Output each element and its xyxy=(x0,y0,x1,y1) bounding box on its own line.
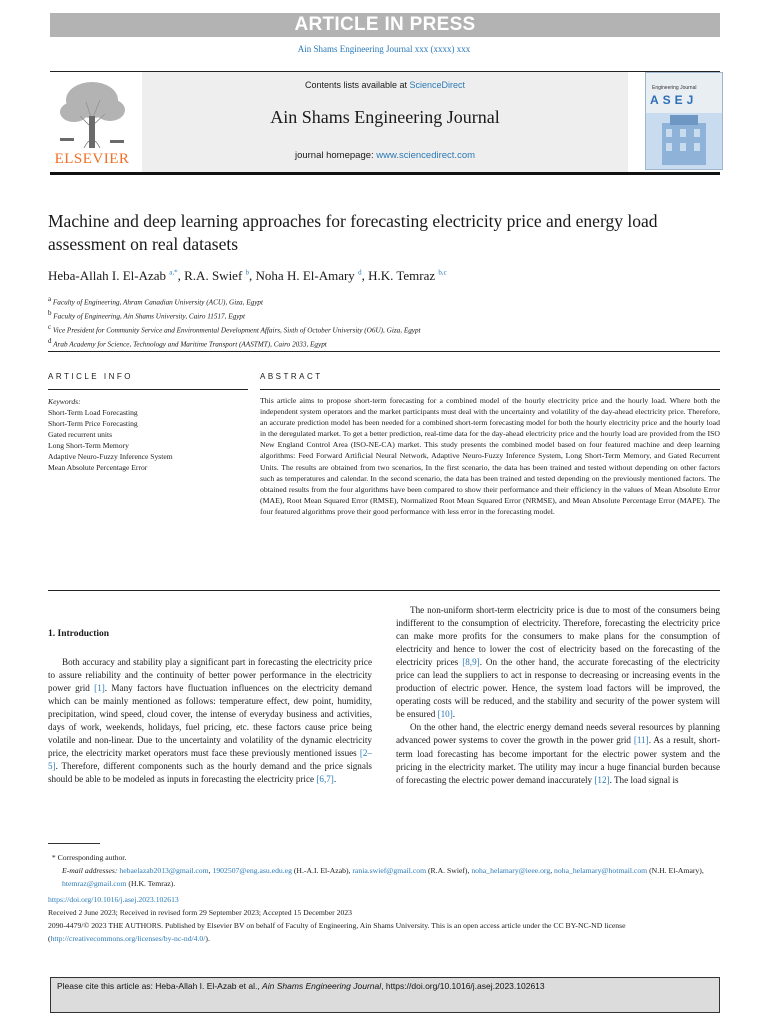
corresponding-text: Corresponding author. xyxy=(57,853,127,862)
journal-reference[interactable]: Ain Shams Engineering Journal xxx (xxxx) xxx xyxy=(297,44,471,54)
copyright-text: 2090-4479/© 2023 THE AUTHORS. Published by Elsevier BV on behalf of Faculty of Engineering, Ain Shams University. This is an open access article under the CC BY-NC-ND license ( xyxy=(48,920,626,943)
citation-ref[interactable]: [8,9] xyxy=(462,657,480,668)
journal-header xyxy=(142,72,628,172)
footnote-rule xyxy=(48,843,100,844)
contents-line xyxy=(142,80,628,90)
citation-ref[interactable]: [10] xyxy=(437,709,453,720)
author-name[interactable]: R.A. Swief xyxy=(184,268,243,283)
sciencedirect-link[interactable]: ScienceDirect xyxy=(409,80,466,90)
abstract-heading-rule xyxy=(260,389,720,390)
homepage-prefix: journal homepage: xyxy=(294,150,377,161)
article-in-press-banner: ARTICLE IN PRESS xyxy=(50,13,720,37)
email-label: E-mail addresses: xyxy=(62,865,118,875)
header-bottom-rule xyxy=(50,172,720,175)
citation-ref[interactable]: [11] xyxy=(633,735,649,746)
author-sup[interactable]: d xyxy=(358,268,362,277)
keywords-label: Keywords: xyxy=(48,397,81,406)
affiliation-text: Faculty of Engineering, Ain Shams University, Cairo 11517, Egypt xyxy=(53,312,246,321)
author-list: Heba-Allah I. El-Azab $^{a,*}$, R.A. Swief $^b$, Noha H. El-Amary $^d$, H.K. Temraz $^{b,c}$ xyxy=(48,268,447,283)
citation-ref[interactable]: [12] xyxy=(594,774,610,785)
cover-building-icon xyxy=(656,113,712,167)
email-owner: (H.K. Temraz). xyxy=(126,878,176,888)
text-run: . xyxy=(452,709,456,720)
email-owner: (R.A. Swief), xyxy=(426,865,472,875)
text-run: The non-uniform short-term electricity price is due to most of the consumers being indifferent to the consumption of electricity. Therefore, forecasting the electricity price can make more profits for the consumers to make plans for the consumption of electricity and hence to lower the cost of electricity based on the forecasting of the electricity prices xyxy=(396,605,720,668)
elsevier-tree-icon xyxy=(50,78,134,150)
email-link[interactable]: hebaelazab2013@gmail.com xyxy=(119,865,209,875)
intro-right-column xyxy=(396,604,720,787)
email-link[interactable]: noha_helamary@ieee.org xyxy=(471,865,551,875)
affiliation-marker: a xyxy=(48,295,52,303)
affiliation-item xyxy=(48,294,728,308)
citation-ref[interactable]: [6,7] xyxy=(316,774,334,785)
citation-doi[interactable]: , https://doi.org/10.1016/j.asej.2023.102613 xyxy=(381,981,545,991)
abstract-text: This article aims to propose short-term forecasting for a combined model of the hourly electricity price and the hourly load. Where both the independent system operators and the market participants must deal with the uncertainty and volatility of the day-ahead electricity price. Therefore, an accurate prediction model has been needed for a combined short-term forecasting model for both the hourly electricity price and the hourly load in the deregulated market. To get a better prediction, real-time data for the day-ahead electricity price and the hourly load are provided from the ISO New England Control Area (ISO-NE-CA) market. This study presents the combined model based on four featured machine and deep learning algorithms: Feed Forward Artificial Neural Network, Adaptive Neuro-Fuzzy Inference System, Long Short-Term Memory, and Gated Recurrent Units. The results are obtained from two scenarios, In the first scenario, the data has been trained and tested without depending on other factors such as temperatures and calendar. In the second scenario, the data has been trained and tested depending on the previously mentioned factors. The obtained results from the four algorithms have been compared to show their performance and their efficiency in the values of Mean Absolute Error (MAE), Root Mean Squared Error (RMSE), Normalized Root Mean Squared Error (NRMSE), and Mean Absolute Percentage Error (MAPE). The four featured algorithms prove their good performance with less error in the forecasting model. xyxy=(260,396,720,516)
citation-prefix: Please cite this article as: Heba-Allah I. El-Azab et al., xyxy=(57,981,263,991)
keyword-item: Mean Absolute Percentage Error xyxy=(48,463,148,472)
intro-heading: 1. Introduction xyxy=(48,629,110,639)
copyright-end: ). xyxy=(205,933,210,943)
email-link[interactable]: rania.swief@gmail.com xyxy=(352,865,427,875)
text-run: . Many factors have fluctuation influences on the electricity demand which can be mainly mentioned as follows: temperature effect, dew point, humidity, precipitation, wind speed, cloud cover, the intense of everyday business and activities, days of work, weekends, holidays, fuel pricing, etc. these factors cause price being volatile and non-linear. Due to the uncertainty and volatility of the dynamic electricity price, the electricity market operators must face these previously mentioned issues xyxy=(48,683,372,759)
affiliation-marker: b xyxy=(48,308,52,317)
keyword-item: Long Short-Term Memory xyxy=(48,441,129,450)
text-run: . The load signal is xyxy=(609,774,679,785)
abstract-heading: ABSTRACT xyxy=(260,372,323,381)
abstract-bottom-rule xyxy=(48,590,720,591)
keyword-item: Short-Term Price Forecasting xyxy=(48,419,138,428)
author-name[interactable]: H.K. Temraz xyxy=(368,268,436,283)
copyright-note xyxy=(48,920,720,946)
text-run: . As a result, short-term load forecasting has become important for the electric power system and the pricing in the electricity market. The utility may incur a huge financial burden because of forecasting the electric power demand inaccurately xyxy=(396,735,721,785)
footnotes xyxy=(48,852,720,946)
affiliations xyxy=(48,294,728,350)
citation-journal: Ain Shams Engineering Journal xyxy=(262,981,382,991)
author-name[interactable]: Noha H. El-Amary xyxy=(255,268,355,283)
email-link[interactable]: noha_helamary@hotmail.com xyxy=(554,865,648,875)
journal-cover-image[interactable] xyxy=(645,72,723,170)
affiliation-text: Vice President for Community Service and Environmental Development Affairs, Sixth of October University (O6U), Giza, Egypt xyxy=(52,326,421,335)
text-run: . xyxy=(333,774,337,785)
article-info-heading: ARTICLE INFO xyxy=(48,372,133,381)
email-link[interactable]: htemraz@gmail.com xyxy=(62,878,127,888)
text-run: On the other hand, the electric energy demand needs several resources by planning advanced power systems to cover the growth in the power grid xyxy=(396,722,720,746)
elsevier-logo[interactable] xyxy=(50,78,134,170)
homepage-line xyxy=(142,150,628,161)
intro-paragraph xyxy=(48,656,372,786)
author-sup[interactable]: a,* xyxy=(169,268,178,277)
citation-ref[interactable]: [1] xyxy=(94,683,105,694)
cover-title: ASEJ xyxy=(650,93,698,107)
doi-link[interactable]: https://doi.org/10.1016/j.asej.2023.102613 xyxy=(48,895,179,905)
text-run: Both accuracy and stability play a significant part in forecasting the electricity price to assure reliability and the continuity of better power performance in the electricity power grid xyxy=(48,657,372,694)
affiliation-item xyxy=(48,308,728,322)
keyword-item: Short-Term Load Forecasting xyxy=(48,408,138,417)
keyword-item: Adaptive Neuro-Fuzzy Inference System xyxy=(48,452,173,461)
affiliation-item xyxy=(48,336,728,350)
license-link[interactable]: http://creativecommons.org/licenses/by-nc-nd/4.0/ xyxy=(50,933,206,943)
text-run: . On the other hand, the accurate forecasting of the electricity price can lead the suppliers to act in response to decreasing or increasing events in the production of electric power. Hence, the system load factors will be improved, the operating costs will be reduced, and the stability and security of the power system will be ensured xyxy=(396,657,720,720)
publisher-wordmark: ELSEVIER xyxy=(54,151,130,167)
citation-box xyxy=(50,977,720,1013)
citation-text xyxy=(57,981,545,991)
info-top-rule xyxy=(48,351,720,352)
intro-left-column xyxy=(48,656,372,786)
article-title: Machine and deep learning approaches for forecasting electricity price and energy load assessment on real datasets xyxy=(48,211,658,254)
author-name[interactable]: Heba-Allah I. El-Azab xyxy=(48,268,167,283)
journal-title: Ain Shams Engineering Journal xyxy=(270,107,500,127)
contents-prefix: Contents lists available at xyxy=(304,80,410,90)
intro-paragraph xyxy=(396,604,720,721)
affiliation-marker: c xyxy=(48,322,52,331)
text-run: . Therefore, different components such as the hourly demand and the price signals should be able to be modeled as inputs in forecasting the electricity price xyxy=(48,761,372,785)
homepage-link[interactable]: www.sciencedirect.com xyxy=(376,150,476,161)
author-sup[interactable]: b xyxy=(245,268,250,277)
author-sup[interactable]: b,c xyxy=(438,268,447,277)
cover-label: Engineering Journal xyxy=(652,85,697,91)
corresponding-note: * Corresponding author. xyxy=(48,853,127,862)
keyword-item: Gated recurrent units xyxy=(48,430,113,439)
email-owner: (H.-A.I. El-Azab), xyxy=(291,865,353,875)
info-heading-rule xyxy=(48,389,248,390)
intro-paragraph xyxy=(396,721,720,786)
keywords-block xyxy=(48,396,248,473)
email-note: E-mail addresses: hebaelazab2013@gmail.com, 1902507@eng.asu.edu.eg (H.-A.I. El-Azab), rania.swief@gmail.com (R.A. Swief), noha_helamary@ieee.org, noha_helamary@hotmail.com (N.H. El-Amary), htemraz@gmail.com (H.K. Temraz). xyxy=(62,865,704,888)
affiliation-item xyxy=(48,322,728,336)
affiliation-marker: d xyxy=(48,336,52,345)
email-link[interactable]: 1902507@eng.asu.edu.eg xyxy=(212,865,292,875)
email-owner: (N.H. El-Amary), xyxy=(647,865,704,875)
citation-ref[interactable]: [2–5] xyxy=(48,748,372,772)
affiliation-text: Arab Academy for Science, Technology and Maritime Transport (AASTMT), Cairo 2033, Egypt xyxy=(53,340,327,349)
affiliation-text: Faculty of Engineering, Ahram Canadian University (ACU), Giza, Egypt xyxy=(52,298,263,307)
received-dates: Received 2 June 2023; Received in revised form 29 September 2023; Accepted 15 December 2023 xyxy=(48,908,352,918)
